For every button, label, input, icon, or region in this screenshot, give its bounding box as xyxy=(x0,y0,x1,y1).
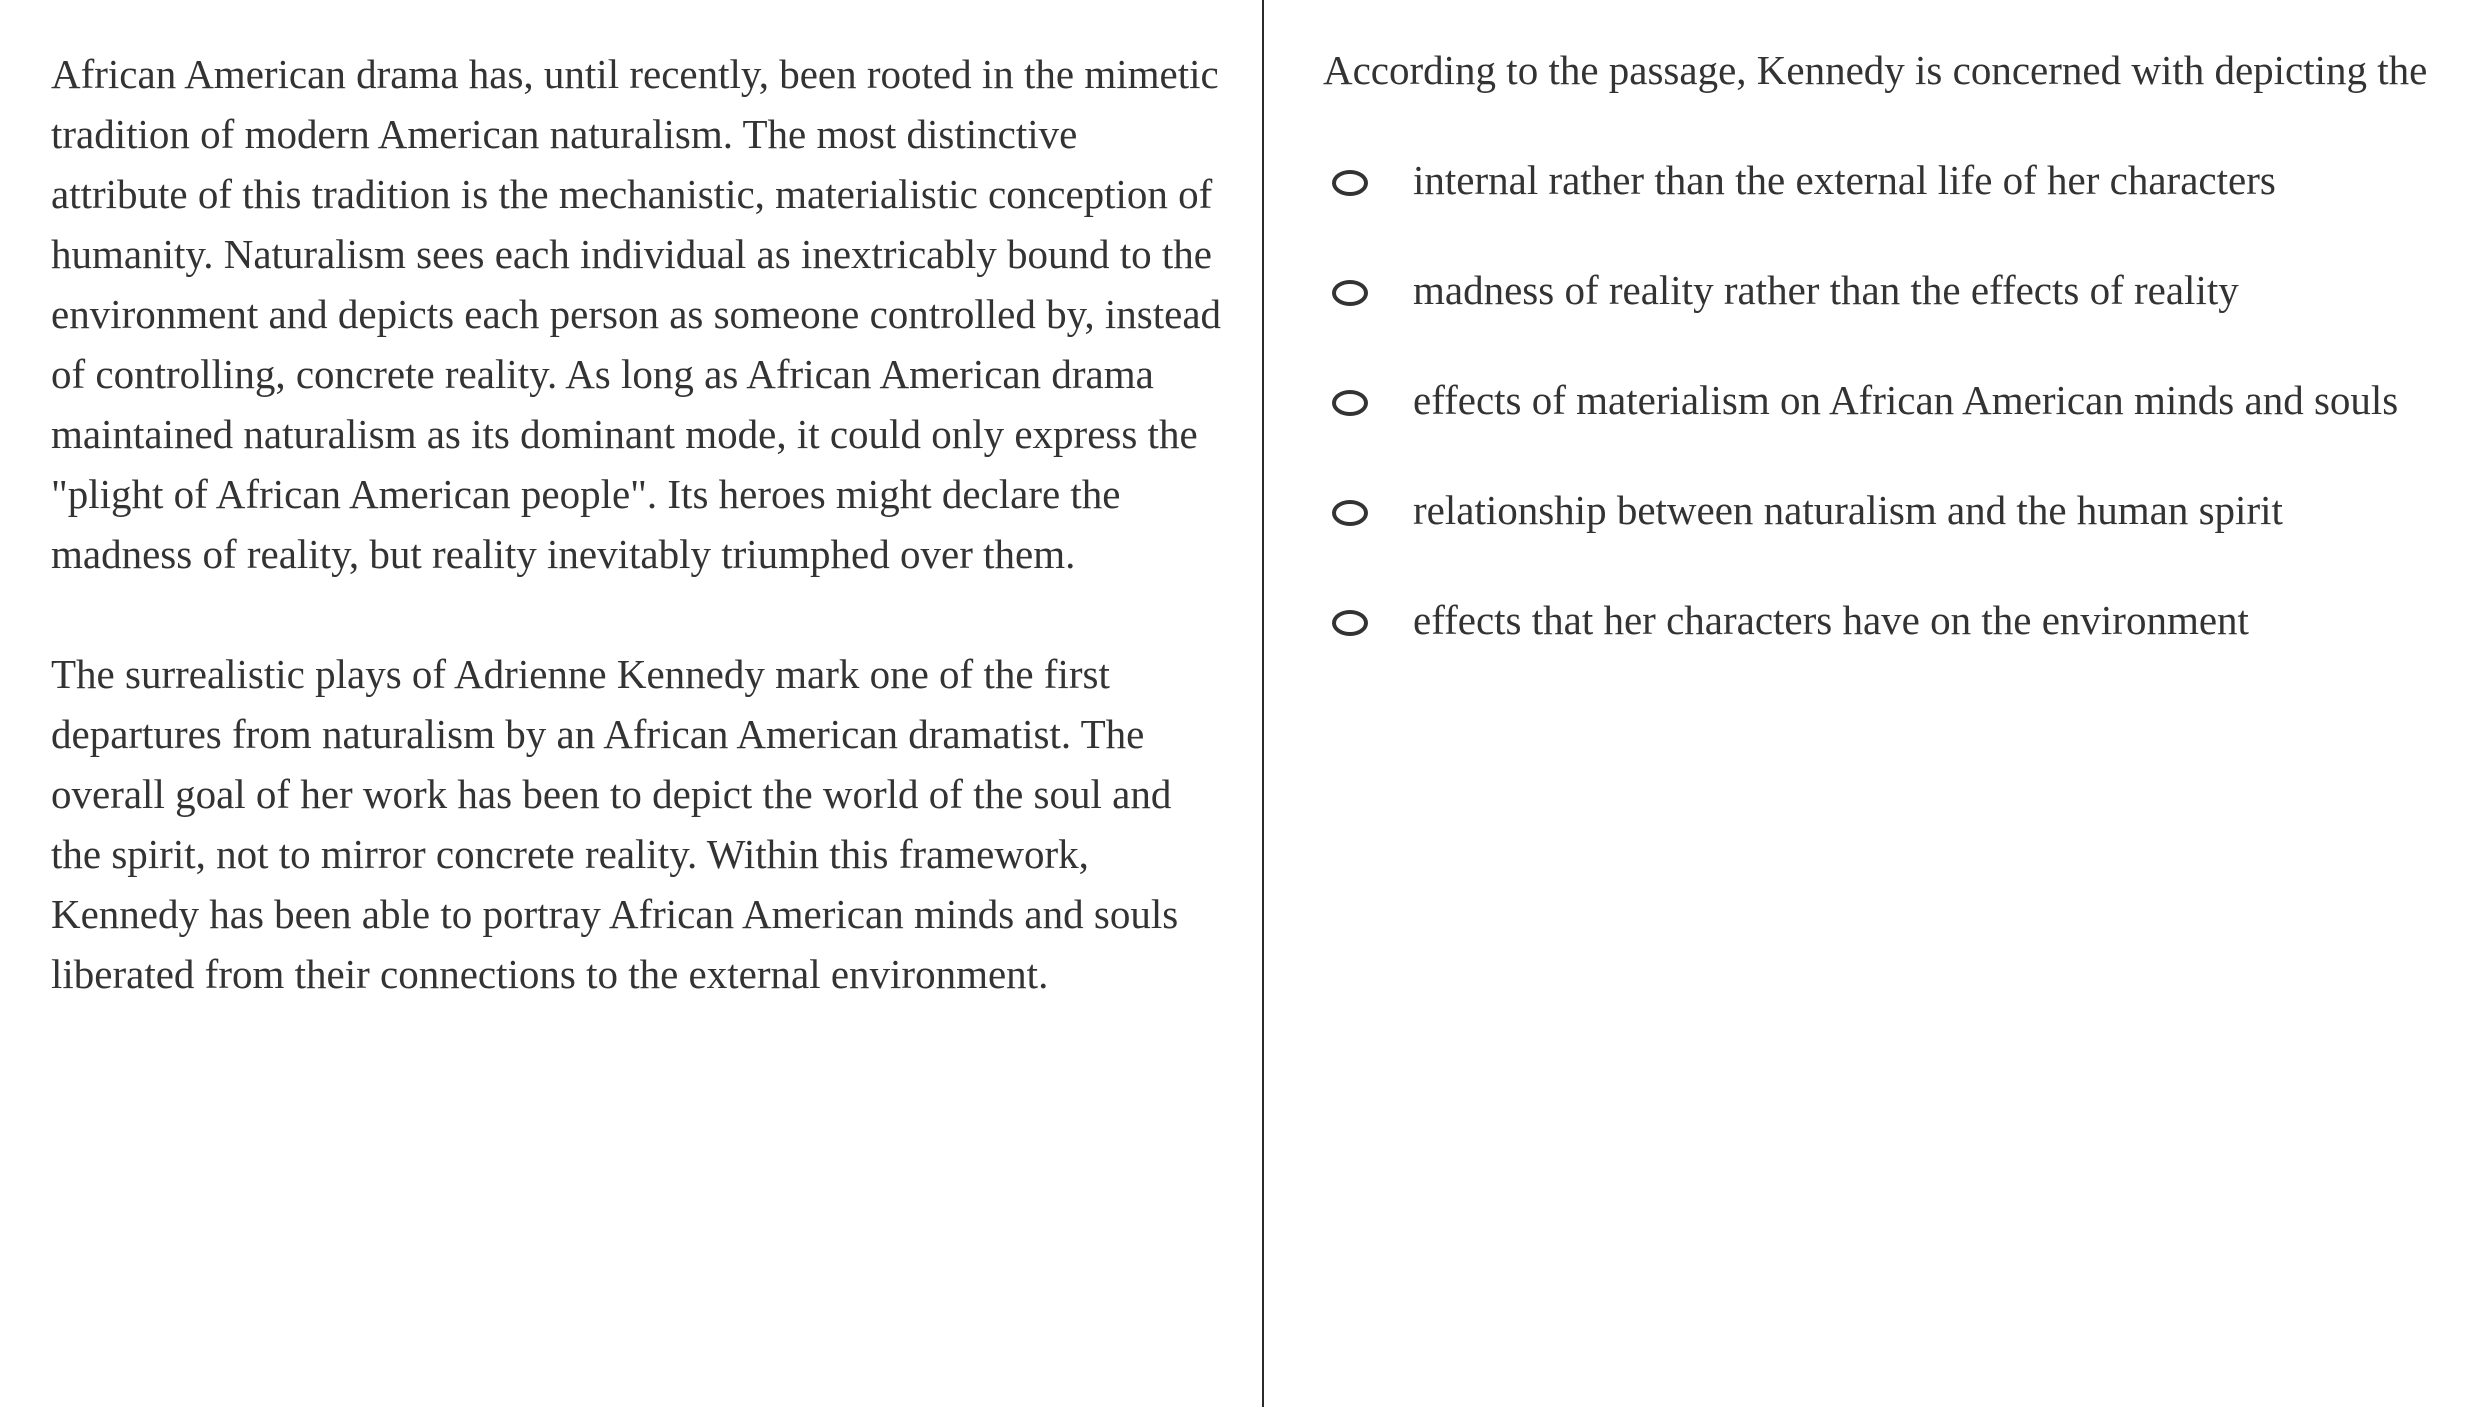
answer-choice-label[interactable]: madness of reality rather than the effects of reality xyxy=(1413,267,2239,313)
question-stem: According to the passage, Kennedy is concerned with depicting the xyxy=(1323,47,2428,93)
radio-button-icon[interactable] xyxy=(1332,610,1368,636)
answer-choice-e[interactable] xyxy=(1323,590,2444,650)
answer-choice-a[interactable] xyxy=(1323,150,2444,210)
answer-choice-b[interactable] xyxy=(1323,260,2444,320)
radio-button-icon[interactable] xyxy=(1332,500,1368,526)
answer-choice-d[interactable] xyxy=(1323,480,2444,540)
radio-button-icon[interactable] xyxy=(1332,280,1368,306)
answer-choice-label[interactable]: effects that her characters have on the environment xyxy=(1413,597,2249,643)
answer-choice-label[interactable]: relationship between naturalism and the human spirit xyxy=(1413,487,2283,533)
answer-choice-label[interactable]: internal rather than the external life of her characters xyxy=(1413,157,2276,203)
answer-choices xyxy=(1323,150,2444,650)
answer-choice-c[interactable] xyxy=(1323,370,2444,430)
passage-paragraph-1: African American drama has, until recently, been rooted in the mimetic tradition of modern American naturalism. The most distinctive attribute of this tradition is the mechanistic, materialistic conception of humanity. Naturalism sees each individual as inextricably bound to the environment and depicts each person as someone controlled by, instead of controlling, concrete reality. As long as African American drama maintained naturalism as its dominant mode, it could only express the "plight of African American people". Its heroes might declare the madness of reality, but reality inevitably triumphed over them. xyxy=(51,51,1222,577)
radio-button-icon[interactable] xyxy=(1332,170,1368,196)
answer-choice-label[interactable]: effects of materialism on African American minds and souls xyxy=(1413,377,2399,423)
question-pane xyxy=(1264,0,2474,1407)
radio-button-icon[interactable] xyxy=(1332,390,1368,416)
passage-paragraph-2: The surrealistic plays of Adrienne Kennedy mark one of the first departures from naturalism by an African American dramatist. The overall goal of her work has been to depict the world of the soul and the spirit, not to mirror concrete reality. Within this framework, Kennedy has been able to portray African American minds and souls liberated from their connections to the external environment. xyxy=(51,651,1179,997)
